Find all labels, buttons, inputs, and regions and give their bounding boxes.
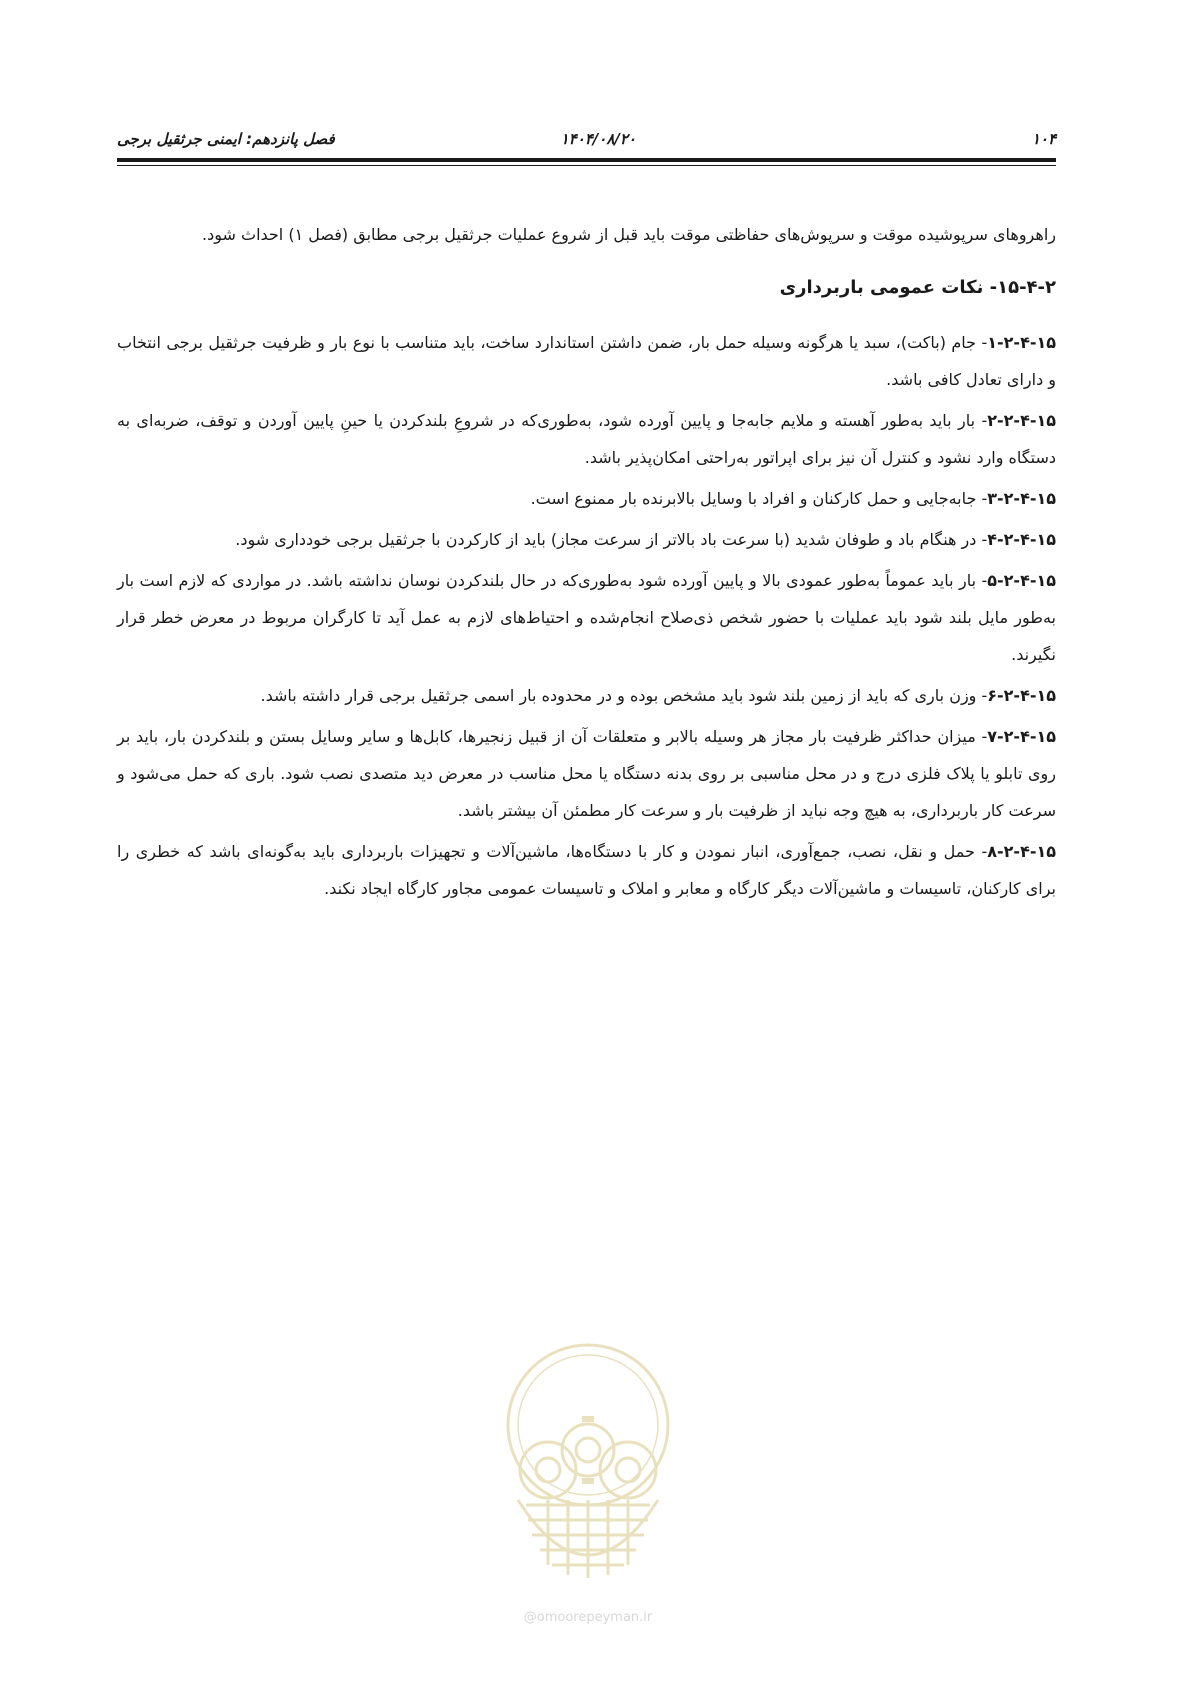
header-rule-thin xyxy=(117,165,1056,166)
clause-number: ۳-۲-۴-۱۵ xyxy=(987,489,1056,508)
page-header xyxy=(117,122,1056,152)
section-heading: ۱۵-۴-۲- نکات عمومی باربرداری xyxy=(779,277,1056,298)
clause-paragraph xyxy=(117,402,1056,476)
clause-paragraph xyxy=(117,562,1056,673)
clause-paragraph xyxy=(117,324,1056,398)
clause-text: - میزان حداکثر ظرفیت بار مجاز هر وسیله بالابر و متعلقات آن از قبیل زنجیرها، کابل‌ها و سایر وسایل بستن و بلندکردن بار، باید بر روی تابلو یا پلاک فلزی درج و در محل مناسبی بر روی بدنه دستگاه یا محل مناسب در معرض دید متصدی نصب شود. باری که حمل می‌شود و سرعت کار باربرداری، به هیچ وجه نباید از ظرفیت بار و سرعت کار مطمئن آن بیشتر باشد. xyxy=(117,727,1056,820)
watermark xyxy=(478,1320,698,1630)
watermark-url: @omoorepeyman.ir xyxy=(523,1610,653,1625)
clause-number: ۶-۲-۴-۱۵ xyxy=(987,686,1056,705)
clause-text: - بار باید به‌طور آهسته و ملایم جابه‌جا و پایین آورده شود، به‌طوری‌که در شروعِ بلندکردن یا حینِ پایین آوردن و توقف، ضربه‌ای به دستگاه وارد نشود و کنترل آن نیز برای اپراتور به‌راحتی امکان‌پذیر باشد. xyxy=(117,411,1056,467)
clause-paragraph xyxy=(117,718,1056,829)
clause-number: ۴-۲-۴-۱۵ xyxy=(987,530,1056,549)
page-number: ۱۰۴ xyxy=(1031,130,1056,148)
clause-text: - در هنگام باد و طوفان شدید (با سرعت باد بالاتر از سرعت مجاز) باید از کارکردن با جرثقیل برجی خودداری شود. xyxy=(235,530,988,549)
header-date: ۱۴۰۴/۰۸/۲۰ xyxy=(560,130,636,148)
clause-text: - حمل و نقل، نصب، جمع‌آوری، انبار نمودن و کار با دستگاه‌ها، ماشین‌آلات و تجهیزات باربرداری باید به‌گونه‌ای باشد که خطری را برای کارکنان، تاسیسات و ماشین‌آلات دیگر کارگاه و معابر و املاک و تاسیسات عمومی مجاور کارگاه ایجاد نکند. xyxy=(117,842,1056,898)
clause-number: ۸-۲-۴-۱۵ xyxy=(987,842,1056,861)
clause-paragraph xyxy=(117,677,1056,714)
clause-text: - وزن باری که باید از زمین بلند شود باید مشخص بوده و در محدوده بار اسمی جرثقیل برجی قرار داشته باشد. xyxy=(260,686,988,705)
clause-number: ۷-۲-۴-۱۵ xyxy=(987,727,1056,746)
clause-text: - بار باید عموماً به‌طور عمودی بالا و پایین آورده شود به‌طوری‌که در حال بلندکردن نوسان نداشته باشد. در مواردی که لازم است بار به‌طور مایل بلند شود باید عملیات با حضور شخص ذی‌صلاح انجام‌شده و احتیاط‌های لازم به عمل آید تا کارگران مربوط در معرض خطر قرار نگیرند. xyxy=(117,571,1056,664)
clause-paragraph xyxy=(117,521,1056,558)
clause-paragraph xyxy=(117,480,1056,517)
clause-number: ۲-۲-۴-۱۵ xyxy=(987,411,1056,430)
intro-paragraph: راهروهای سرپوشیده موقت و سرپوش‌های حفاظتی موقت باید قبل از شروع عملیات جرثقیل برجی مطابق (فصل ۱) احداث شود. xyxy=(202,225,1056,244)
clause-text: - جابه‌جایی و حمل کارکنان و افراد با وسایل بالابرنده بار ممنوع است. xyxy=(530,489,988,508)
clause-number: ۵-۲-۴-۱۵ xyxy=(987,571,1056,590)
clause-paragraph xyxy=(117,833,1056,907)
document-body xyxy=(117,216,1056,911)
chapter-title: فصل پانزدهم: ایمنی جرثقیل برجی xyxy=(117,130,335,148)
watermark-logo-icon xyxy=(478,1320,698,1600)
clause-number: ۱-۲-۴-۱۵ xyxy=(987,333,1056,352)
header-rule-thick xyxy=(117,158,1056,162)
clause-text: - جام (باکت)، سبد یا هرگونه وسیله حمل بار، ضمن داشتن استاندارد ساخت، باید متناسب با نوع بار و ظرفیت جرثقیل برجی انتخاب و دارای تعادل کافی باشد. xyxy=(117,333,1056,389)
